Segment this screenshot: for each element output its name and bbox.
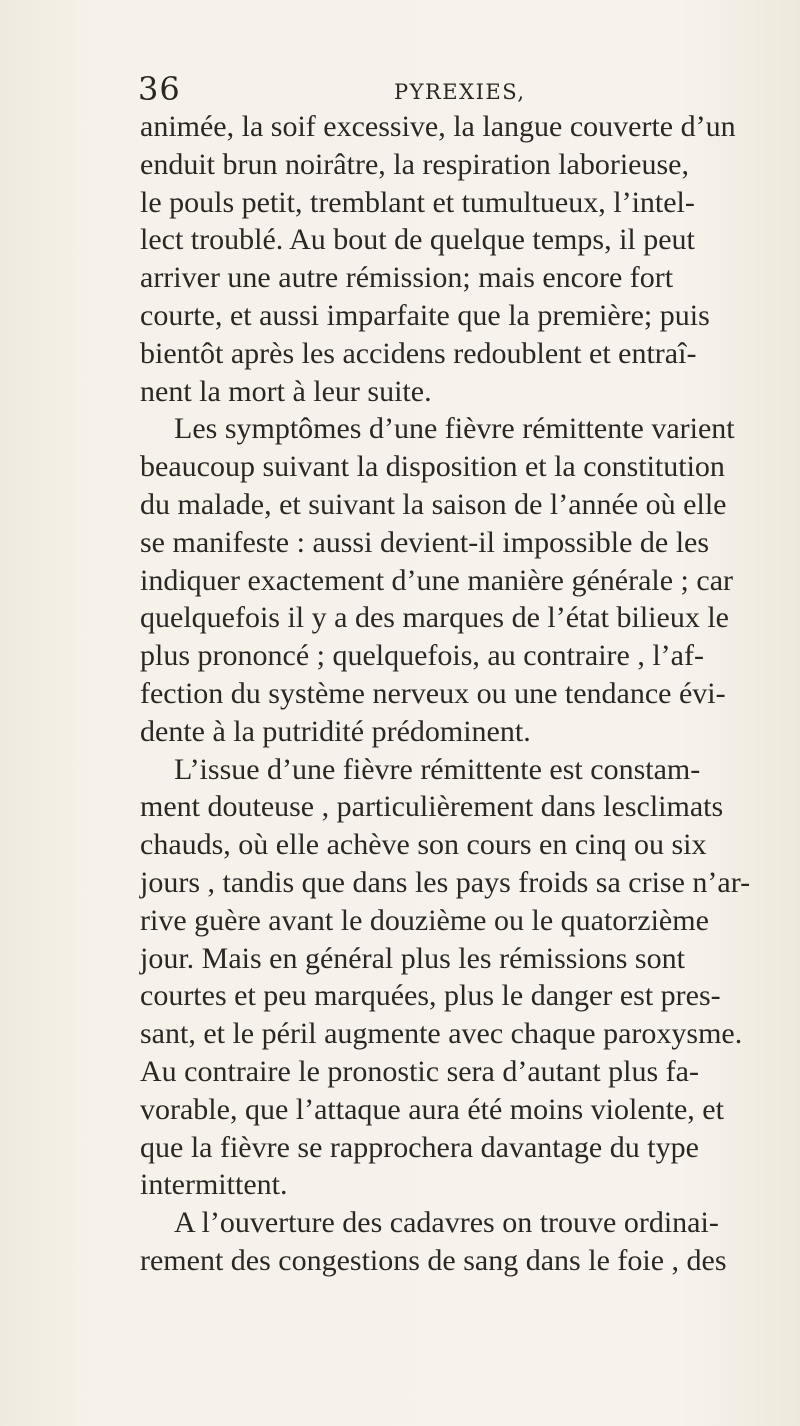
text-line: le pouls petit, tremblant et tumultueux, l’intel- xyxy=(140,185,695,219)
text-line: indiquer exactement d’une manière générale ; car xyxy=(140,563,734,597)
paragraph-start-line: Les symptômes d’une fièvre rémittente varient xyxy=(174,412,735,446)
text-line: rive guère avant le douzième ou le quatorzième xyxy=(140,903,709,937)
text-line: jour. Mais en général plus les rémissions sont xyxy=(140,941,685,975)
text-line: nent la mort à leur suite. xyxy=(140,374,432,408)
text-line: chauds, où elle achève son cours en cinq ou six xyxy=(140,828,707,862)
text-line: intermittent. xyxy=(140,1168,288,1202)
page-number: 36 xyxy=(138,70,181,108)
paragraph-start-line: A l’ouverture des cadavres on trouve ordinai- xyxy=(174,1206,719,1240)
text-line: du malade, et suivant la saison de l’année où elle xyxy=(140,487,727,521)
text-line: se manifeste : aussi devient-il impossible de les xyxy=(140,525,710,559)
text-line: enduit brun noirâtre, la respiration laborieuse, xyxy=(140,147,689,181)
text-line: rement des congestions de sang dans le foie , des xyxy=(140,1243,727,1277)
body-text xyxy=(140,108,790,1280)
paragraph-start-line: L’issue d’une fièvre rémittente est constam- xyxy=(174,752,701,786)
text-line: que la fièvre se rapprochera davantage du type xyxy=(140,1130,699,1164)
text-line: animée, la soif excessive, la langue couverte d’un xyxy=(140,110,736,143)
text-line: ment douteuse , particulièrement dans lesclimats xyxy=(140,790,724,824)
text-line: courte, et aussi imparfaite que la première; puis xyxy=(140,298,710,332)
text-line: sant, et le péril augmente avec chaque paroxysme. xyxy=(140,1017,743,1051)
text-line: fection du système nerveux ou une tendance évi- xyxy=(140,676,726,710)
text-line: plus prononcé ; quelquefois, au contraire , l’af- xyxy=(140,639,704,673)
text-line: beaucoup suivant la disposition et la constitution xyxy=(140,450,725,484)
text-line: quelquefois il y a des marques de l’état bilieux le xyxy=(140,601,729,635)
running-head: PYREXIES, xyxy=(394,80,526,104)
text-line: jours , tandis que dans les pays froids sa crise n’ar- xyxy=(140,865,751,899)
text-line: arriver une autre rémission; mais encore fort xyxy=(140,261,674,295)
text-line: Au contraire le pronostic sera d’autant plus fa- xyxy=(140,1054,699,1088)
text-line: lect troublé. Au bout de quelque temps, il peut xyxy=(140,223,695,257)
text-line: courtes et peu marquées, plus le danger est pres- xyxy=(140,979,721,1013)
text-line: bientôt après les accidens redoublent et entraî- xyxy=(140,336,697,370)
text-line: dente à la putridité prédominent. xyxy=(140,714,531,748)
text-line: vorable, que l’attaque aura été moins violente, et xyxy=(140,1092,724,1126)
